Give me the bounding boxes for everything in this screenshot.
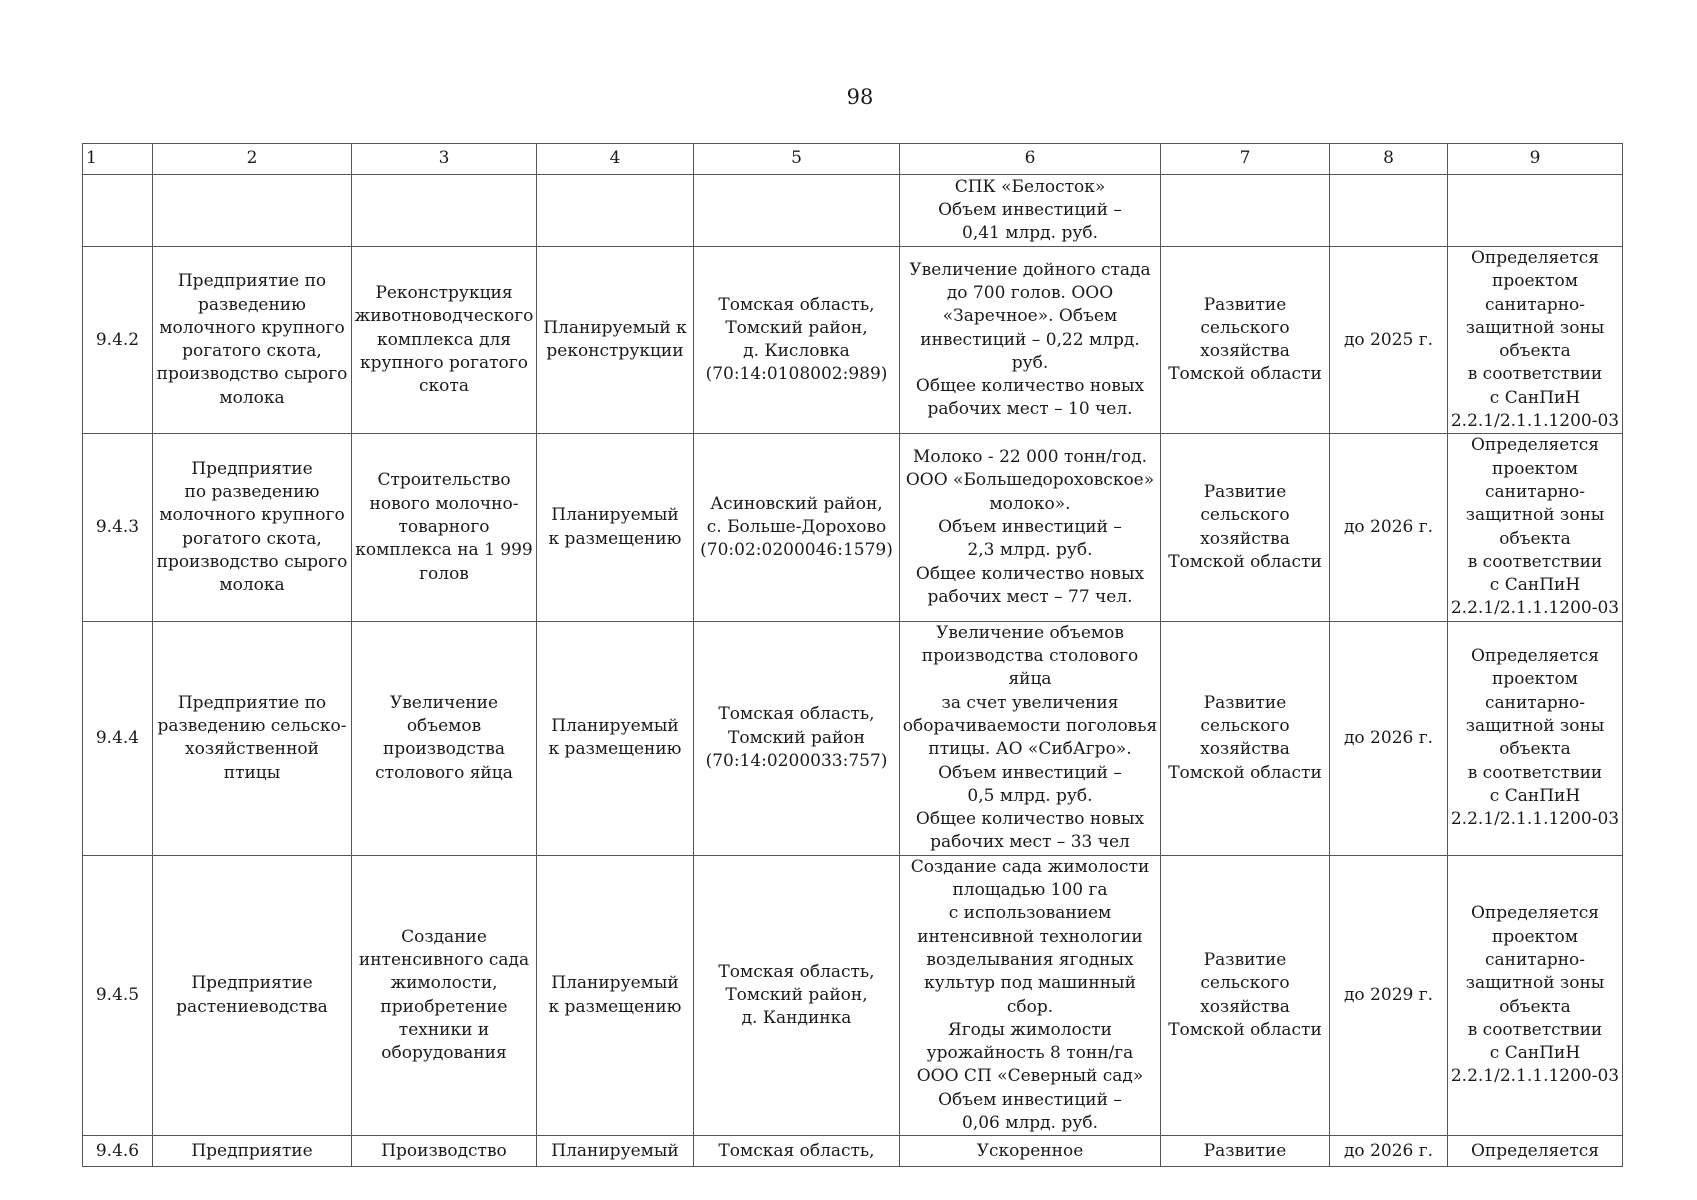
cell-description: Увеличение объемов производства столового яйца за счет увеличения оборачиваемости поголовья птицы. АО «СибАгро». Объем инвестиций – 0,5 млрд. руб. Общее количество новых рабочих мест – 33 чел <box>900 621 1161 855</box>
cell-status: Планируемый к размещению <box>537 621 694 855</box>
cell-purpose: Увеличение объемов производства столового яйца <box>352 621 537 855</box>
cell-number: 9.4.2 <box>83 247 153 434</box>
column-number: 2 <box>153 144 352 175</box>
cell-purpose: Создание интенсивного сада жимолости, приобретение техники и оборудования <box>352 855 537 1136</box>
cell-name: Предприятие по разведению молочного крупного рогатого скота, производство сырого молока <box>153 434 352 621</box>
cell-zone: Определяется проектом санитарно- защитной зоны объекта в соответствии с СанПиН 2.2.1/2.1.1.1200-03 <box>1448 855 1623 1136</box>
cell-name: Предприятие <box>153 1136 352 1167</box>
cell-zone: Определяется проектом санитарно- защитной зоны объекта в соответствии с СанПиН 2.2.1/2.1.1.1200-03 <box>1448 434 1623 621</box>
cell-purpose: Строительство нового молочно- товарного комплекса на 1 999 голов <box>352 434 537 621</box>
cell-location: Томская область, Томский район, д. Кандинка <box>694 855 900 1136</box>
cell-term: до 2026 г. <box>1330 434 1448 621</box>
table-row <box>83 855 1623 1136</box>
table-row <box>83 621 1623 855</box>
cell-term: до 2026 г. <box>1330 621 1448 855</box>
cell-program: Развитие сельского хозяйства Томской области <box>1161 621 1330 855</box>
column-number: 1 <box>83 144 153 175</box>
cell-location: Томская область, <box>694 1136 900 1167</box>
table-row <box>83 434 1623 621</box>
cell-status: Планируемый к размещению <box>537 855 694 1136</box>
column-number-row <box>83 144 1623 175</box>
cell-name: Предприятие растениеводства <box>153 855 352 1136</box>
column-number: 7 <box>1161 144 1330 175</box>
cell-name: Предприятие по разведению сельско- хозяйственной птицы <box>153 621 352 855</box>
cell-number: 9.4.4 <box>83 621 153 855</box>
cell-purpose: Реконструкция животноводческого комплекса для крупного рогатого скота <box>352 247 537 434</box>
cell-status <box>537 175 694 247</box>
cell-location <box>694 175 900 247</box>
page-number: 98 <box>846 85 874 109</box>
cell-zone: Определяется <box>1448 1136 1623 1167</box>
cell-name <box>153 175 352 247</box>
objects-table <box>82 143 1623 1167</box>
cell-zone <box>1448 175 1623 247</box>
column-number: 9 <box>1448 144 1623 175</box>
cell-term: до 2025 г. <box>1330 247 1448 434</box>
cell-status: Планируемый к реконструкции <box>537 247 694 434</box>
table-row <box>83 1136 1623 1167</box>
cell-location: Томская область, Томский район (70:14:0200033:757) <box>694 621 900 855</box>
cell-purpose <box>352 175 537 247</box>
cell-term <box>1330 175 1448 247</box>
cell-description: Увеличение дойного стада до 700 голов. ООО «Заречное». Объем инвестиций – 0,22 млрд. руб. Общее количество новых рабочих мест – 10 чел. <box>900 247 1161 434</box>
table-row <box>83 175 1623 247</box>
cell-status: Планируемый к размещению <box>537 434 694 621</box>
cell-zone: Определяется проектом санитарно- защитной зоны объекта в соответствии с СанПиН 2.2.1/2.1.1.1200-03 <box>1448 621 1623 855</box>
cell-program: Развитие сельского хозяйства Томской области <box>1161 434 1330 621</box>
column-number: 5 <box>694 144 900 175</box>
cell-name: Предприятие по разведению молочного крупного рогатого скота, производство сырого молока <box>153 247 352 434</box>
cell-zone: Определяется проектом санитарно- защитной зоны объекта в соответствии с СанПиН 2.2.1/2.1.1.1200-03 <box>1448 247 1623 434</box>
cell-location: Томская область, Томский район, д. Кисловка (70:14:0108002:989) <box>694 247 900 434</box>
cell-number <box>83 175 153 247</box>
cell-description: Молоко - 22 000 тонн/год. ООО «Большедороховское» молоко». Объем инвестиций – 2,3 млрд. руб. Общее количество новых рабочих мест – 77 чел. <box>900 434 1161 621</box>
cell-description: Ускоренное <box>900 1136 1161 1167</box>
cell-description: Создание сада жимолости площадью 100 га с использованием интенсивной технологии возделывания ягодных культур под машинный сбор. Ягоды жимолости урожайность 8 тонн/га ООО СП «Северный сад» Объем инвестиций – 0,06 млрд. руб. <box>900 855 1161 1136</box>
cell-program: Развитие сельского хозяйства Томской области <box>1161 855 1330 1136</box>
cell-purpose: Производство <box>352 1136 537 1167</box>
column-number: 4 <box>537 144 694 175</box>
table-row <box>83 247 1623 434</box>
cell-term: до 2026 г. <box>1330 1136 1448 1167</box>
cell-number: 9.4.5 <box>83 855 153 1136</box>
cell-number: 9.4.3 <box>83 434 153 621</box>
cell-number: 9.4.6 <box>83 1136 153 1167</box>
cell-program: Развитие <box>1161 1136 1330 1167</box>
column-number: 3 <box>352 144 537 175</box>
cell-program: Развитие сельского хозяйства Томской области <box>1161 247 1330 434</box>
cell-location: Асиновский район, с. Больше-Дорохово (70:02:0200046:1579) <box>694 434 900 621</box>
cell-status: Планируемый <box>537 1136 694 1167</box>
cell-description: СПК «Белосток» Объем инвестиций – 0,41 млрд. руб. <box>900 175 1161 247</box>
column-number: 8 <box>1330 144 1448 175</box>
column-number: 6 <box>900 144 1161 175</box>
cell-program <box>1161 175 1330 247</box>
cell-term: до 2029 г. <box>1330 855 1448 1136</box>
